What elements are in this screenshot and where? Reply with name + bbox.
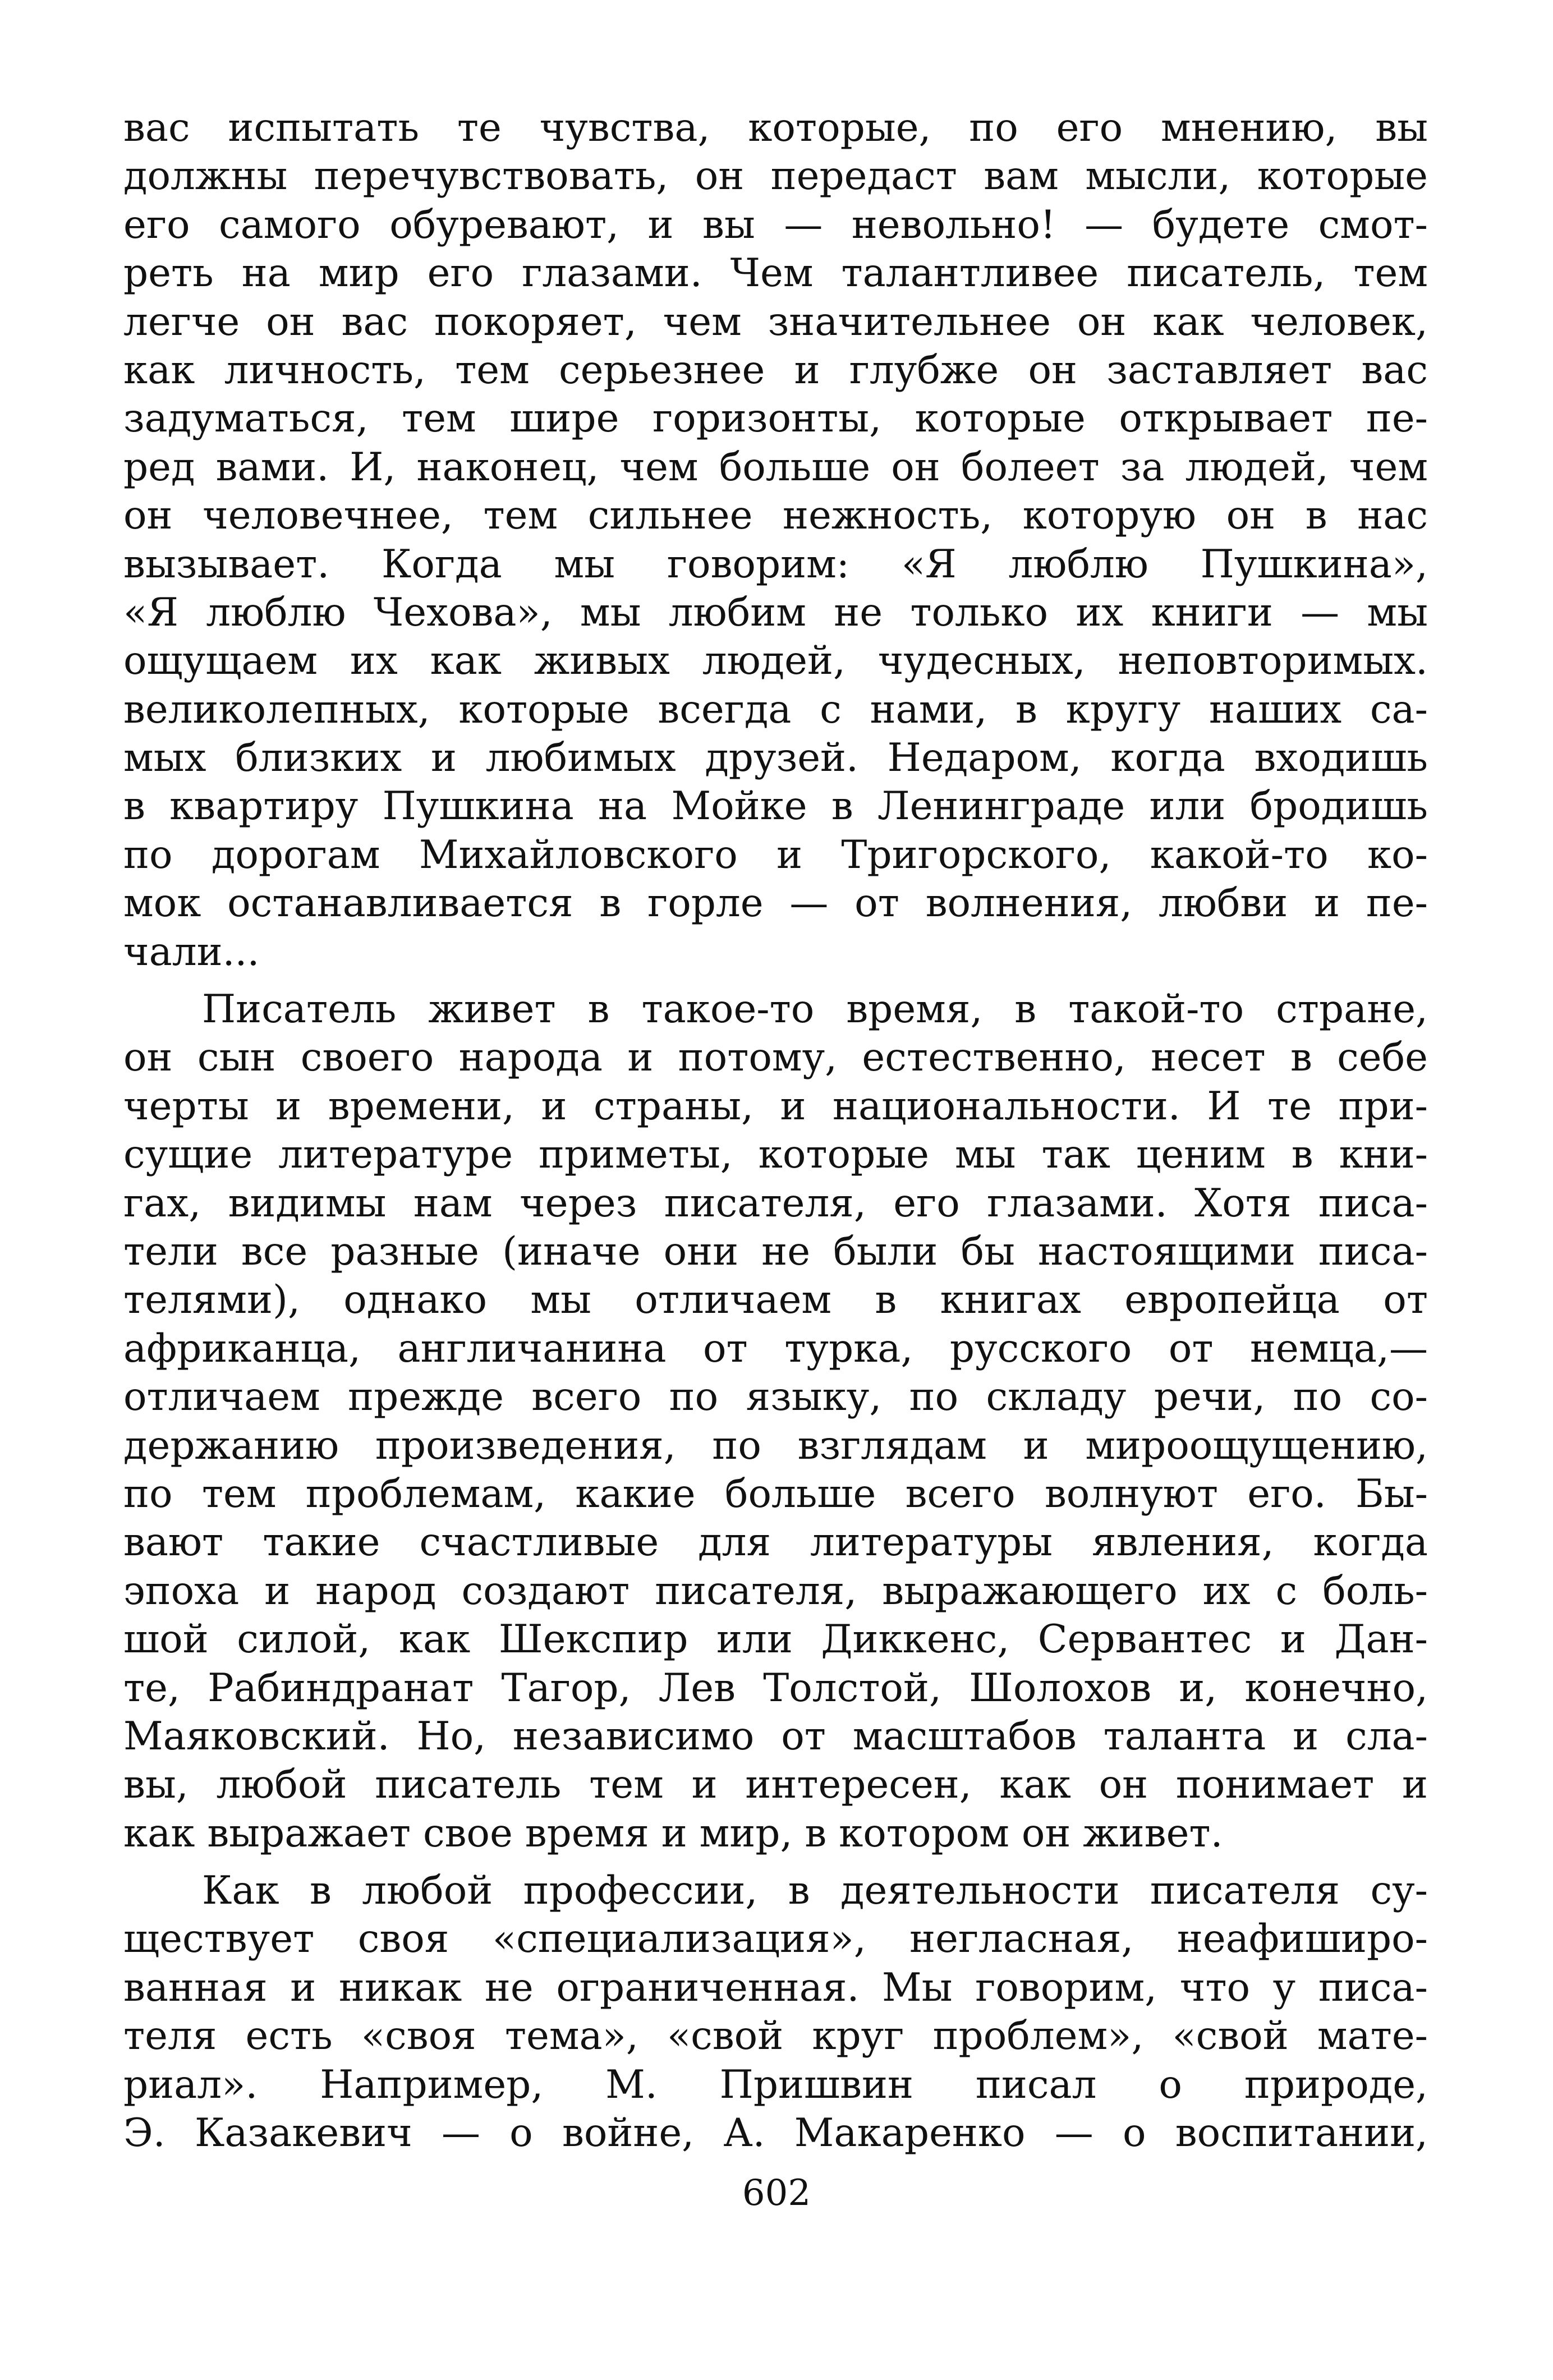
paragraph-gap: [123, 1858, 1428, 1867]
text-line: он человечнее, тем сильнее нежность, которую он в нас: [123, 493, 1428, 539]
text-line: сущие литературе приметы, которые мы так ценим в кни-: [123, 1132, 1428, 1178]
text-line: ощущаем их как живых людей, чудесных, неповторимых.: [123, 638, 1428, 684]
text-line: он сын своего народа и потому, естественно, несет в себе: [123, 1035, 1428, 1081]
text-line: как личность, тем серьезнее и глубже он заставляет вас: [123, 347, 1428, 393]
text-line: отличаем прежде всего по языку, по складу речи, по со-: [123, 1375, 1428, 1420]
text-line: «Я люблю Чехова», мы любим не только их книги — мы: [123, 590, 1428, 635]
text-line: вас испытать те чувства, которые, по его мнению, вы: [123, 105, 1428, 150]
text-line: шой силой, как Шекспир или Диккенс, Сервантес и Дан-: [123, 1617, 1428, 1662]
text-line: африканца, англичанина от турка, русского от немца,—: [123, 1326, 1428, 1371]
text-line: его самого обуревают, и вы — невольно! — будете смот-: [123, 202, 1428, 247]
text-line: Маяковский. Но, независимо от масштабов таланта и сла-: [123, 1713, 1428, 1759]
text-line: держанию произведения, по взглядам и мироощущению,: [123, 1423, 1428, 1468]
text-line: тели все разные (иначе они не были бы настоящими писа-: [123, 1229, 1428, 1274]
text-line: ществует своя «специализация», негласная, неафиширо-: [123, 1917, 1428, 1962]
text-line: риал». Например, М. Пришвин писал о природе,: [123, 2062, 1428, 2107]
text-line: эпоха и народ создают писателя, выражающего их с боль-: [123, 1568, 1428, 1614]
text-line: ванная и никак не ограниченная. Мы говорим, что у писа-: [123, 1965, 1428, 2010]
paragraph-2: [123, 985, 1428, 1858]
text-line: теля есть «своя тема», «свой круг проблем», «свой мате-: [123, 2014, 1428, 2059]
text-line: реть на мир его глазами. Чем талантливее писатель, тем: [123, 251, 1428, 296]
page-body: [123, 104, 1428, 2157]
text-line: легче он вас покоряет, чем значительнее он как человек,: [123, 299, 1428, 344]
text-line: черты и времени, и страны, и национальности. И те при-: [123, 1083, 1428, 1129]
text-line: ред вами. И, наконец, чем больше он болеет за людей, чем: [123, 444, 1428, 490]
text-line: мых близких и любимых друзей. Недаром, когда входишь: [123, 736, 1428, 781]
paragraph-3: [123, 1867, 1428, 2157]
text-line: великолепных, которые всегда с нами, в кругу наших са-: [123, 687, 1428, 732]
text-line: Писатель живет в такое-то время, в такой-то стране,: [202, 987, 1428, 1032]
text-line: вы, любой писатель тем и интересен, как он понимает и: [123, 1762, 1428, 1808]
paragraph-1: [123, 104, 1428, 976]
text-line: те, Рабиндранат Тагор, Лев Толстой, Шолохов и, конечно,: [123, 1665, 1428, 1711]
text-line: Э. Казакевич — о войне, А. Макаренко — о воспитании,: [123, 2111, 1428, 2156]
paragraph-gap: [123, 976, 1428, 985]
text-line: вызывает. Когда мы говорим: «Я люблю Пушкина»,: [123, 541, 1428, 587]
text-line: вают такие счастливые для литературы явления, когда: [123, 1520, 1428, 1565]
text-line: телями), однако мы отличаем в книгах европейца от: [123, 1278, 1428, 1323]
text-line: по тем проблемам, какие больше всего волнуют его. Бы-: [123, 1471, 1428, 1517]
text-line: задуматься, тем шире горизонты, которые открывает пе-: [123, 396, 1428, 442]
text-line: должны перечувствовать, он передаст вам мысли, которые: [123, 154, 1428, 199]
text-line: по дорогам Михайловского и Тригорского, какой-то ко-: [123, 832, 1428, 877]
text-line: мок останавливается в горле — от волнения, любви и пе-: [123, 881, 1428, 926]
page-number: 602: [742, 2172, 811, 2214]
text-line: чали...: [123, 929, 260, 975]
text-line: как выражает свое время и мир, в котором он живет.: [123, 1811, 1223, 1856]
text-line: Как в любой профессии, в деятельности писателя су-: [202, 1868, 1428, 1914]
text-line: в квартиру Пушкина на Мойке в Ленинграде или бродишь: [123, 784, 1428, 829]
text-line: гах, видимы нам через писателя, его глазами. Хотя писа-: [123, 1180, 1428, 1226]
